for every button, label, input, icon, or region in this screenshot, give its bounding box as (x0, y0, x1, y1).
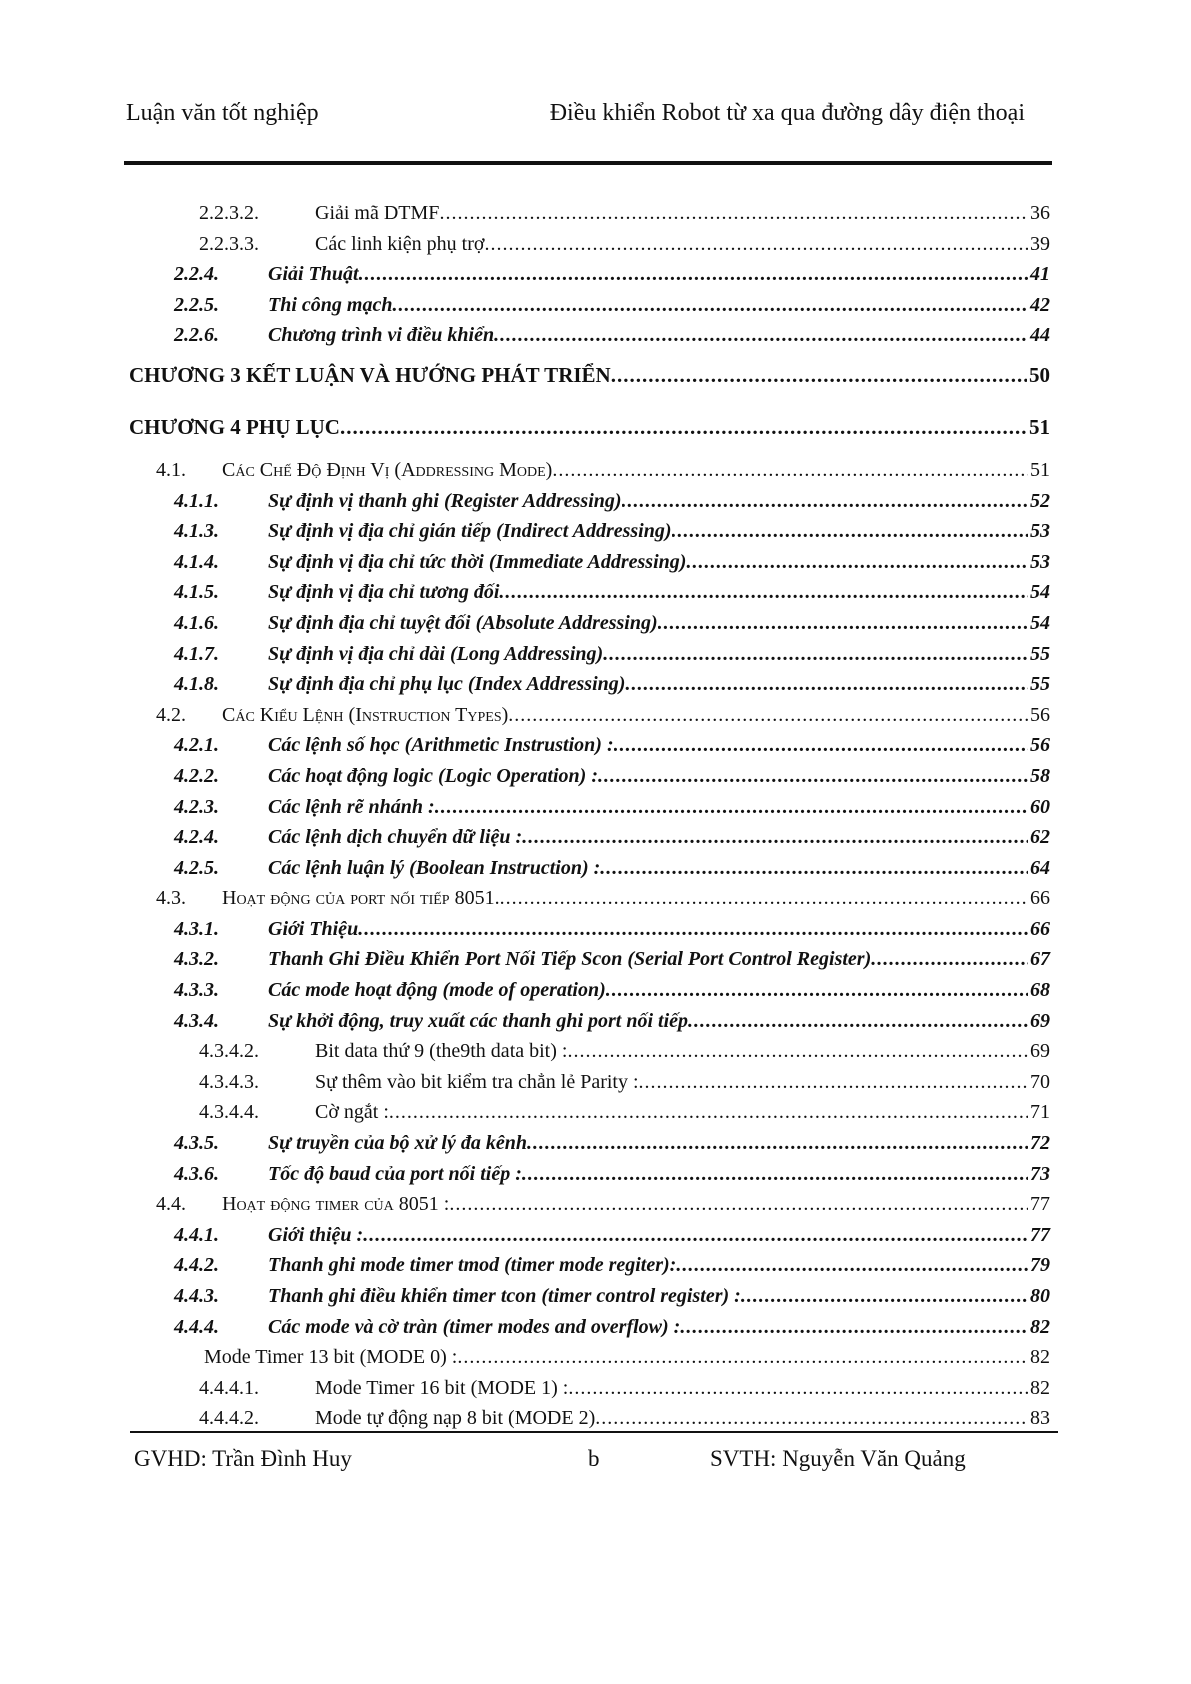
toc-entry-number: 4.1.5. (174, 581, 219, 604)
toc-entry-title: Giải Thuật (268, 263, 359, 286)
toc-entry[interactable] (0, 1222, 1191, 1253)
dot-leader (600, 855, 1028, 881)
dot-leader (494, 322, 1028, 348)
toc-entry-page: 80 (1030, 1285, 1050, 1307)
dot-leader (527, 1130, 1028, 1156)
toc-entry-number: 4.3.5. (174, 1132, 219, 1155)
toc-entry-page: 52 (1030, 489, 1050, 512)
toc-entry[interactable] (0, 488, 1191, 519)
toc-entry[interactable] (0, 414, 1191, 457)
toc-entry-title: Mode tự động nạp 8 bit (MODE 2) (315, 1407, 596, 1430)
dot-leader (389, 1099, 1028, 1125)
toc-entry-page: 79 (1030, 1254, 1050, 1277)
toc-entry-title: Các lệnh rẽ nhánh : (268, 795, 435, 818)
dot-leader (358, 916, 1028, 942)
toc-entry-number: 4.2.3. (174, 795, 219, 818)
page-number: b (588, 1446, 600, 1471)
toc-entry[interactable] (0, 231, 1191, 262)
toc-entry[interactable] (0, 885, 1191, 916)
dot-leader (435, 794, 1028, 820)
toc-entry-title: Mode Timer 16 bit (MODE 1) : (315, 1376, 569, 1399)
toc-entry-title: Hoạt động timer của 8051 : (222, 1193, 450, 1216)
dot-leader (741, 1283, 1028, 1309)
toc-entry-number: 4.4. (156, 1193, 186, 1216)
toc-entry-title: CHƯƠNG 3 KẾT LUẬN VÀ HƯỚNG PHÁT TRIỂN (129, 362, 611, 387)
toc-entry[interactable] (0, 362, 1191, 405)
toc-entry-title: Sự định vị địa chỉ tương đối (268, 581, 500, 604)
dot-leader (598, 763, 1028, 789)
toc-entry-number: 4.4.1. (174, 1223, 219, 1246)
toc-entry-page: 54 (1030, 581, 1050, 604)
toc-entry[interactable] (0, 1283, 1191, 1314)
toc-entry-number: 4.3.2. (174, 948, 219, 971)
toc-entry-page: 71 (1030, 1101, 1050, 1124)
toc-entry[interactable] (0, 1099, 1191, 1130)
toc-entry[interactable] (0, 610, 1191, 641)
dot-leader (639, 1069, 1028, 1095)
toc-entry[interactable] (0, 200, 1191, 231)
toc-entry-number: 4.2.2. (174, 764, 219, 787)
dot-leader (484, 231, 1028, 257)
toc-entry-title: Mode Timer 13 bit (MODE 0) : (204, 1346, 458, 1369)
toc-entry-number: 4.4.4.2. (199, 1407, 259, 1430)
toc-entry[interactable] (0, 641, 1191, 672)
toc-entry-number: 4.1.1. (174, 489, 219, 512)
toc-entry-page: 60 (1030, 795, 1050, 818)
toc-entry-title: Cờ ngắt : (315, 1101, 389, 1124)
toc-entry[interactable] (0, 518, 1191, 549)
toc-entry-title: Sự định địa chỉ tuyệt đối (Absolute Addressing) (268, 611, 658, 634)
toc-entry[interactable] (0, 794, 1191, 825)
dot-leader (449, 1191, 1028, 1217)
toc-entry-title: Hoạt động của port nối tiếp 8051. (222, 887, 500, 910)
toc-entry[interactable] (0, 322, 1191, 353)
toc-entry-page: 55 (1030, 642, 1050, 665)
toc-entry[interactable] (0, 1161, 1191, 1192)
toc-entry-title: Thanh ghi mode timer tmod (timer mode regiter): (268, 1254, 677, 1277)
toc-entry-number: 4.3.1. (174, 917, 219, 940)
toc-entry-page: 58 (1030, 764, 1050, 787)
toc-entry[interactable] (0, 1038, 1191, 1069)
toc-entry-number: 4.3. (156, 887, 186, 910)
toc-entry[interactable] (0, 671, 1191, 702)
toc-entry[interactable] (0, 261, 1191, 292)
toc-entry-page: 36 (1030, 202, 1050, 224)
toc-entry[interactable] (0, 946, 1191, 977)
toc-entry-page: 53 (1030, 520, 1050, 543)
toc-entry-title: Các mode hoạt động (mode of operation) (268, 979, 606, 1002)
header-thesis-title: Điều khiển Robot từ xa qua đường dây điện thoại (549, 100, 1025, 126)
toc-entry[interactable] (0, 916, 1191, 947)
dot-leader (676, 1252, 1028, 1278)
toc-entry[interactable] (0, 1314, 1191, 1345)
toc-entry-number: 4.3.4.3. (199, 1070, 259, 1093)
toc-entry[interactable] (0, 702, 1191, 733)
toc-entry-number: 4.2. (156, 703, 186, 726)
toc-entry-title: Thanh ghi điều khiển timer tcon (timer control register) : (268, 1285, 741, 1307)
toc-entry-number: 4.1.6. (174, 611, 219, 634)
dot-leader (522, 1161, 1028, 1187)
footer-student: SVTH: Nguyễn Văn Quảng (710, 1446, 966, 1471)
table-of-contents (0, 200, 1191, 1436)
toc-entry-page: 56 (1030, 734, 1050, 757)
toc-entry[interactable] (0, 1191, 1191, 1222)
toc-entry-number: 4.1.3. (174, 520, 219, 543)
dot-leader (625, 671, 1028, 697)
toc-entry[interactable] (0, 1008, 1191, 1039)
toc-entry-title: Các mode và cờ tràn (timer modes and overflow) : (268, 1315, 681, 1338)
dot-leader (359, 261, 1028, 287)
toc-entry-page: 44 (1030, 324, 1050, 347)
toc-entry-page: 62 (1030, 826, 1050, 849)
dot-leader (614, 732, 1028, 758)
toc-entry-number: 4.3.4.2. (199, 1040, 259, 1063)
toc-entry-number: 2.2.5. (174, 293, 219, 316)
toc-entry-title: Giải mã DTMF (315, 202, 440, 224)
toc-entry-title: Thanh Ghi Điều Khiển Port Nối Tiếp Scon (Serial Port Control Register) (268, 948, 872, 971)
toc-entry-title: CHƯƠNG 4 PHỤ LỤC (129, 414, 340, 439)
dot-leader (672, 518, 1028, 544)
dot-leader (606, 977, 1028, 1003)
toc-entry-title: Sự khởi động, truy xuất các thanh ghi port nối tiếp (268, 1009, 689, 1032)
toc-entry-number: 2.2.6. (174, 324, 219, 347)
toc-entry-page: 56 (1030, 703, 1050, 726)
toc-entry-title: Thi công mạch (268, 293, 393, 316)
toc-entry-title: Các lệnh luận lý (Boolean Instruction) : (268, 856, 601, 879)
toc-entry-page: 73 (1030, 1162, 1050, 1185)
toc-entry-number: 4.3.6. (174, 1162, 219, 1185)
dot-leader (552, 457, 1028, 483)
toc-entry-number: 4.3.4. (174, 1009, 219, 1032)
toc-entry-title: Các hoạt động logic (Logic Operation) : (268, 764, 598, 787)
toc-entry-title: Bit data thứ 9 (the9th data bit) : (315, 1040, 568, 1063)
toc-entry[interactable] (0, 732, 1191, 763)
toc-entry-number: 2.2.3.2. (199, 202, 259, 224)
toc-entry-title: Các linh kiện phụ trợ (315, 232, 485, 255)
toc-entry-page: 53 (1030, 550, 1050, 573)
toc-entry-page: 70 (1030, 1070, 1050, 1093)
dot-leader (500, 885, 1028, 911)
toc-entry-title: Các Kiểu Lệnh (Instruction Types) (222, 703, 509, 726)
toc-entry-page: 51 (1029, 414, 1050, 439)
toc-entry-number: 4.1.7. (174, 642, 219, 665)
dot-leader (871, 946, 1028, 972)
dot-leader (658, 610, 1028, 636)
toc-entry-title: Các lệnh số học (Arithmetic Instrustion) : (268, 734, 614, 757)
toc-entry-page: 82 (1030, 1376, 1050, 1399)
toc-entry[interactable] (0, 1344, 1191, 1375)
toc-entry-page: 51 (1030, 458, 1050, 481)
toc-entry[interactable] (0, 824, 1191, 855)
toc-entry-number: 4.2.4. (174, 826, 219, 849)
toc-entry-page: 77 (1030, 1193, 1050, 1216)
toc-entry-number: 4.3.3. (174, 979, 219, 1002)
toc-entry-page: 77 (1030, 1223, 1050, 1246)
toc-entry-title: Các Chế Độ Định Vị (Addressing Mode) (222, 458, 553, 481)
toc-entry-title: Các lệnh dịch chuyển dữ liệu : (268, 826, 523, 849)
dot-leader (457, 1344, 1028, 1370)
toc-entry-page: 69 (1030, 1040, 1050, 1063)
toc-entry[interactable] (0, 855, 1191, 886)
toc-entry-page: 64 (1030, 856, 1050, 879)
dot-leader (363, 1222, 1028, 1248)
toc-entry-title: Sự định vị thanh ghi (Register Addressing) (268, 489, 622, 512)
toc-entry-page: 66 (1030, 917, 1050, 940)
toc-entry-title: Sự định vị địa chỉ dài (Long Addressing) (268, 642, 604, 665)
toc-entry-number: 4.2.5. (174, 856, 219, 879)
toc-entry[interactable] (0, 457, 1191, 488)
toc-entry-page: 67 (1030, 948, 1050, 971)
toc-entry-page: 83 (1030, 1407, 1050, 1430)
toc-entry-number: 2.2.3.3. (199, 232, 259, 255)
toc-entry[interactable] (0, 1252, 1191, 1283)
toc-entry-page: 68 (1030, 979, 1050, 1002)
toc-entry-number: 4.1. (156, 458, 186, 481)
toc-entry-page: 82 (1030, 1315, 1050, 1338)
toc-entry[interactable] (0, 977, 1191, 1008)
toc-entry[interactable] (0, 1069, 1191, 1100)
toc-entry-number: 2.2.4. (174, 263, 219, 286)
header-thesis-label: Luận văn tốt nghiệp (126, 100, 319, 126)
toc-entry[interactable] (0, 549, 1191, 580)
toc-entry-title: Giới Thiệu (268, 917, 359, 940)
toc-entry[interactable] (0, 1130, 1191, 1161)
dot-leader (595, 1405, 1028, 1431)
toc-entry-title: Sự truyền của bộ xử lý đa kênh (268, 1132, 527, 1155)
footer-supervisor: GVHD: Trần Đình Huy (134, 1446, 352, 1471)
dot-leader (522, 824, 1028, 850)
toc-entry-title: Sự định vị địa chỉ tức thời (Immediate Addressing) (268, 550, 687, 573)
toc-entry-page: 72 (1030, 1132, 1050, 1155)
toc-entry-number: 4.4.4. (174, 1315, 219, 1338)
toc-entry-page: 82 (1030, 1346, 1050, 1369)
toc-entry-title: Tốc độ baud của port nối tiếp : (268, 1162, 522, 1185)
dot-leader (603, 641, 1028, 667)
toc-entry-page: 66 (1030, 887, 1050, 910)
toc-entry-page: 55 (1030, 673, 1050, 696)
toc-entry[interactable] (0, 579, 1191, 610)
dot-leader (340, 414, 1027, 440)
toc-entry-title: Sự định địa chỉ phụ lục (Index Addressing) (268, 673, 626, 696)
toc-entry[interactable] (0, 1375, 1191, 1406)
dot-leader (568, 1375, 1028, 1401)
footer-divider (130, 1431, 1058, 1433)
toc-entry-number: 4.1.8. (174, 673, 219, 696)
toc-entry-title: Sự thêm vào bit kiểm tra chẳn lẻ Parity : (315, 1070, 639, 1093)
dot-leader (499, 579, 1028, 605)
toc-entry-title: Giới thiệu : (268, 1223, 364, 1246)
toc-entry-title: Sự định vị địa chỉ gián tiếp (Indirect Addressing) (268, 520, 672, 543)
toc-entry-number: 4.2.1. (174, 734, 219, 757)
dot-leader (439, 200, 1028, 226)
dot-leader (622, 488, 1028, 514)
toc-entry[interactable] (0, 763, 1191, 794)
dot-leader (567, 1038, 1028, 1064)
toc-entry-page: 50 (1029, 362, 1050, 387)
toc-entry-page: 41 (1030, 263, 1050, 286)
dot-leader (686, 549, 1028, 575)
toc-entry-title: Chương trình vi điều khiển (268, 324, 495, 347)
toc-entry-page: 69 (1030, 1009, 1050, 1032)
toc-entry-number: 4.3.4.4. (199, 1101, 259, 1124)
toc-entry-number: 4.4.2. (174, 1254, 219, 1277)
dot-leader (680, 1314, 1028, 1340)
toc-entry-page: 54 (1030, 611, 1050, 634)
dot-leader (392, 292, 1028, 318)
toc-entry-number: 4.4.3. (174, 1285, 219, 1307)
toc-entry-page: 42 (1030, 293, 1050, 316)
header-divider (124, 161, 1052, 165)
toc-entry-page: 39 (1030, 232, 1050, 255)
toc-entry-number: 4.4.4.1. (199, 1376, 259, 1399)
dot-leader (508, 702, 1028, 728)
toc-entry[interactable] (0, 292, 1191, 323)
dot-leader (611, 362, 1027, 388)
toc-entry-number: 4.1.4. (174, 550, 219, 573)
dot-leader (688, 1008, 1028, 1034)
